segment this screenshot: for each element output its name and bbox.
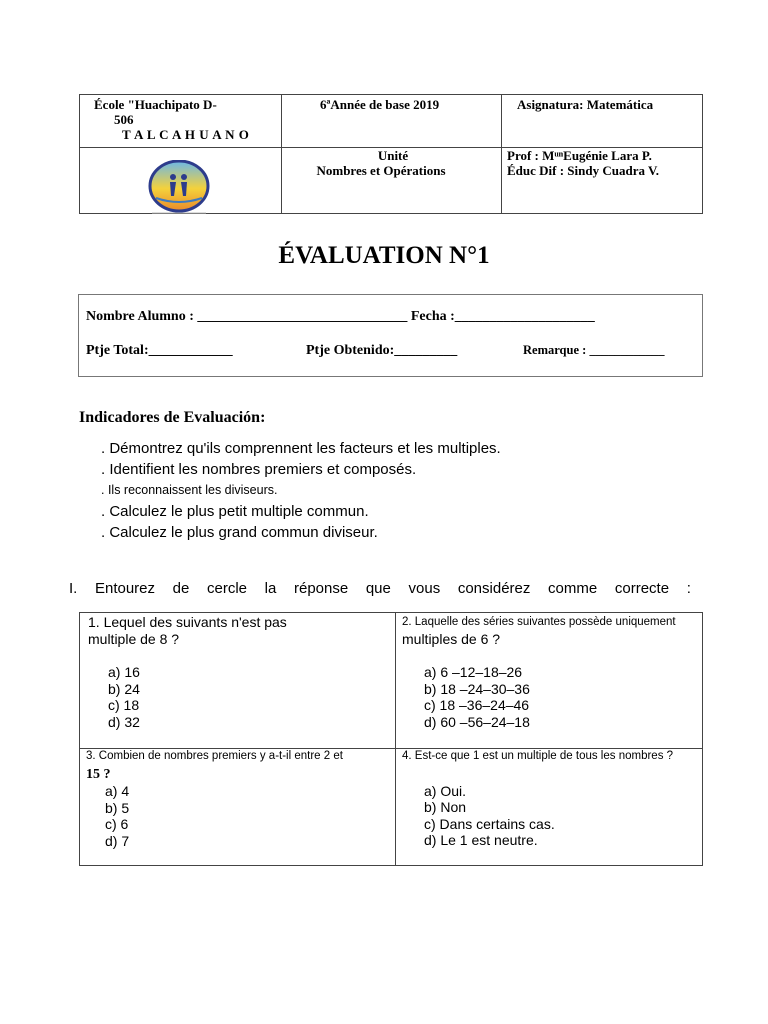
school-city: T A L C A H U A N O <box>122 127 250 142</box>
indicators-heading: Indicadores de Evaluación: <box>79 409 266 426</box>
student-info-box <box>78 294 703 377</box>
answer-option[interactable]: d) 32 <box>108 713 140 730</box>
instruction-word: : <box>686 580 691 597</box>
educ-line: Éduc Dif : Sindy Cuadra V. <box>507 163 659 178</box>
indicator-item: . Calculez le plus grand commun diviseur. <box>101 524 378 541</box>
remark-label: Remarque : <box>523 343 590 357</box>
obtained-label: Ptje Obtenido: <box>306 343 395 358</box>
instruction-word: I. <box>69 580 78 597</box>
instruction-word: cercle <box>207 580 248 597</box>
header-table <box>79 94 703 214</box>
answer-option[interactable]: a) 16 <box>108 664 140 680</box>
instruction-word: la <box>264 580 277 597</box>
question-4 <box>402 748 673 849</box>
grade-label: 6ªAnnée de base 2019 <box>320 97 440 112</box>
total-field[interactable]: ____________ <box>148 343 233 358</box>
instruction-word: correcte <box>614 580 670 597</box>
question-text: 4. Est-ce que 1 est un multiple de tous les nombres ? <box>402 750 674 762</box>
question-text: 3. Combien de nombres premiers y a-t-il entre 2 et <box>86 750 343 762</box>
instruction-word: que <box>365 580 391 597</box>
page-title: ÉVALUATION N°1 <box>278 242 490 269</box>
school-logo-icon <box>146 160 212 214</box>
answer-option[interactable]: a) 4 <box>105 783 130 799</box>
answer-option[interactable]: c) 6 <box>105 816 129 832</box>
question-text: 15 ? <box>86 766 111 782</box>
date-field[interactable]: ____________________ <box>454 309 595 324</box>
answer-option[interactable]: a) Oui. <box>424 782 467 799</box>
header-divider <box>501 95 502 213</box>
school-line2: 506 <box>114 112 134 127</box>
question-1 <box>88 614 287 730</box>
name-field[interactable]: ______________________________ <box>197 309 408 324</box>
indicator-item: . Ils reconnaissent les diviseurs. <box>101 483 278 497</box>
indicator-item: . Identifient les nombres premiers et composés. <box>101 461 417 478</box>
indicator-item: . Démontrez qu'ils comprennent les facteurs et les multiples. <box>101 440 501 457</box>
question-3 <box>86 748 343 849</box>
answer-option[interactable]: c) 18 <box>108 697 140 713</box>
school-name <box>94 97 274 142</box>
teacher-block <box>507 148 659 178</box>
instruction-word: réponse <box>293 580 349 597</box>
answer-option[interactable]: b) 5 <box>105 799 130 816</box>
school-logo <box>146 160 212 219</box>
total-label: Ptje Total: <box>86 343 149 358</box>
question-2 <box>402 614 676 730</box>
answer-option[interactable]: c) Dans certains cas. <box>424 815 555 832</box>
name-date-row <box>86 309 595 325</box>
instruction-line <box>69 580 691 597</box>
remark-row <box>523 343 664 358</box>
instruction-word: Entourez <box>94 580 156 597</box>
prof-line: Prof : MᵘⁿEugénie Lara P. <box>507 148 652 163</box>
instruction-word: vous <box>408 580 441 597</box>
answer-option[interactable]: a) 6 –12–18–26 <box>424 664 523 680</box>
name-label: Nombre Alumno : <box>86 309 198 324</box>
instruction-word: comme <box>548 580 598 597</box>
question-text: multiples de 6 ? <box>402 630 501 647</box>
date-label: Fecha : <box>407 309 455 324</box>
answer-option[interactable]: d) Le 1 est neutre. <box>424 832 538 848</box>
answer-option[interactable]: c) 18 –36–24–46 <box>424 697 530 713</box>
questions-divider <box>395 613 396 865</box>
indicator-item: . Calculez le plus petit multiple commun. <box>101 503 369 520</box>
unit-label: Unité <box>377 148 409 163</box>
remark-field[interactable]: ____________ <box>589 343 665 357</box>
question-text: 1. Lequel des suivants n'est pas <box>88 614 287 630</box>
school-line1: École "Huachipato D- <box>94 97 217 112</box>
answer-option[interactable]: b) 18 –24–30–36 <box>424 680 530 697</box>
unit-block <box>281 148 501 178</box>
obtained-field[interactable]: _________ <box>394 343 458 358</box>
answer-option[interactable]: d) 60 –56–24–18 <box>424 713 530 730</box>
answer-option[interactable]: b) Non <box>424 799 467 815</box>
instruction-word: de <box>172 580 190 597</box>
unit-name: Nombres et Opérations <box>316 163 446 178</box>
subject-label: Asignatura: Matemática <box>517 97 654 112</box>
instruction-word: considérez <box>457 580 531 597</box>
question-text: 2. Laquelle des séries suivantes possède uniquement <box>402 616 676 628</box>
obtained-score-row <box>306 343 457 359</box>
questions-table <box>79 612 703 866</box>
indicators-list <box>101 438 501 543</box>
answer-option[interactable]: b) 24 <box>108 680 140 697</box>
total-score-row <box>86 343 233 359</box>
answer-option[interactable]: d) 7 <box>105 832 130 849</box>
question-text: multiple de 8 ? <box>88 630 180 647</box>
